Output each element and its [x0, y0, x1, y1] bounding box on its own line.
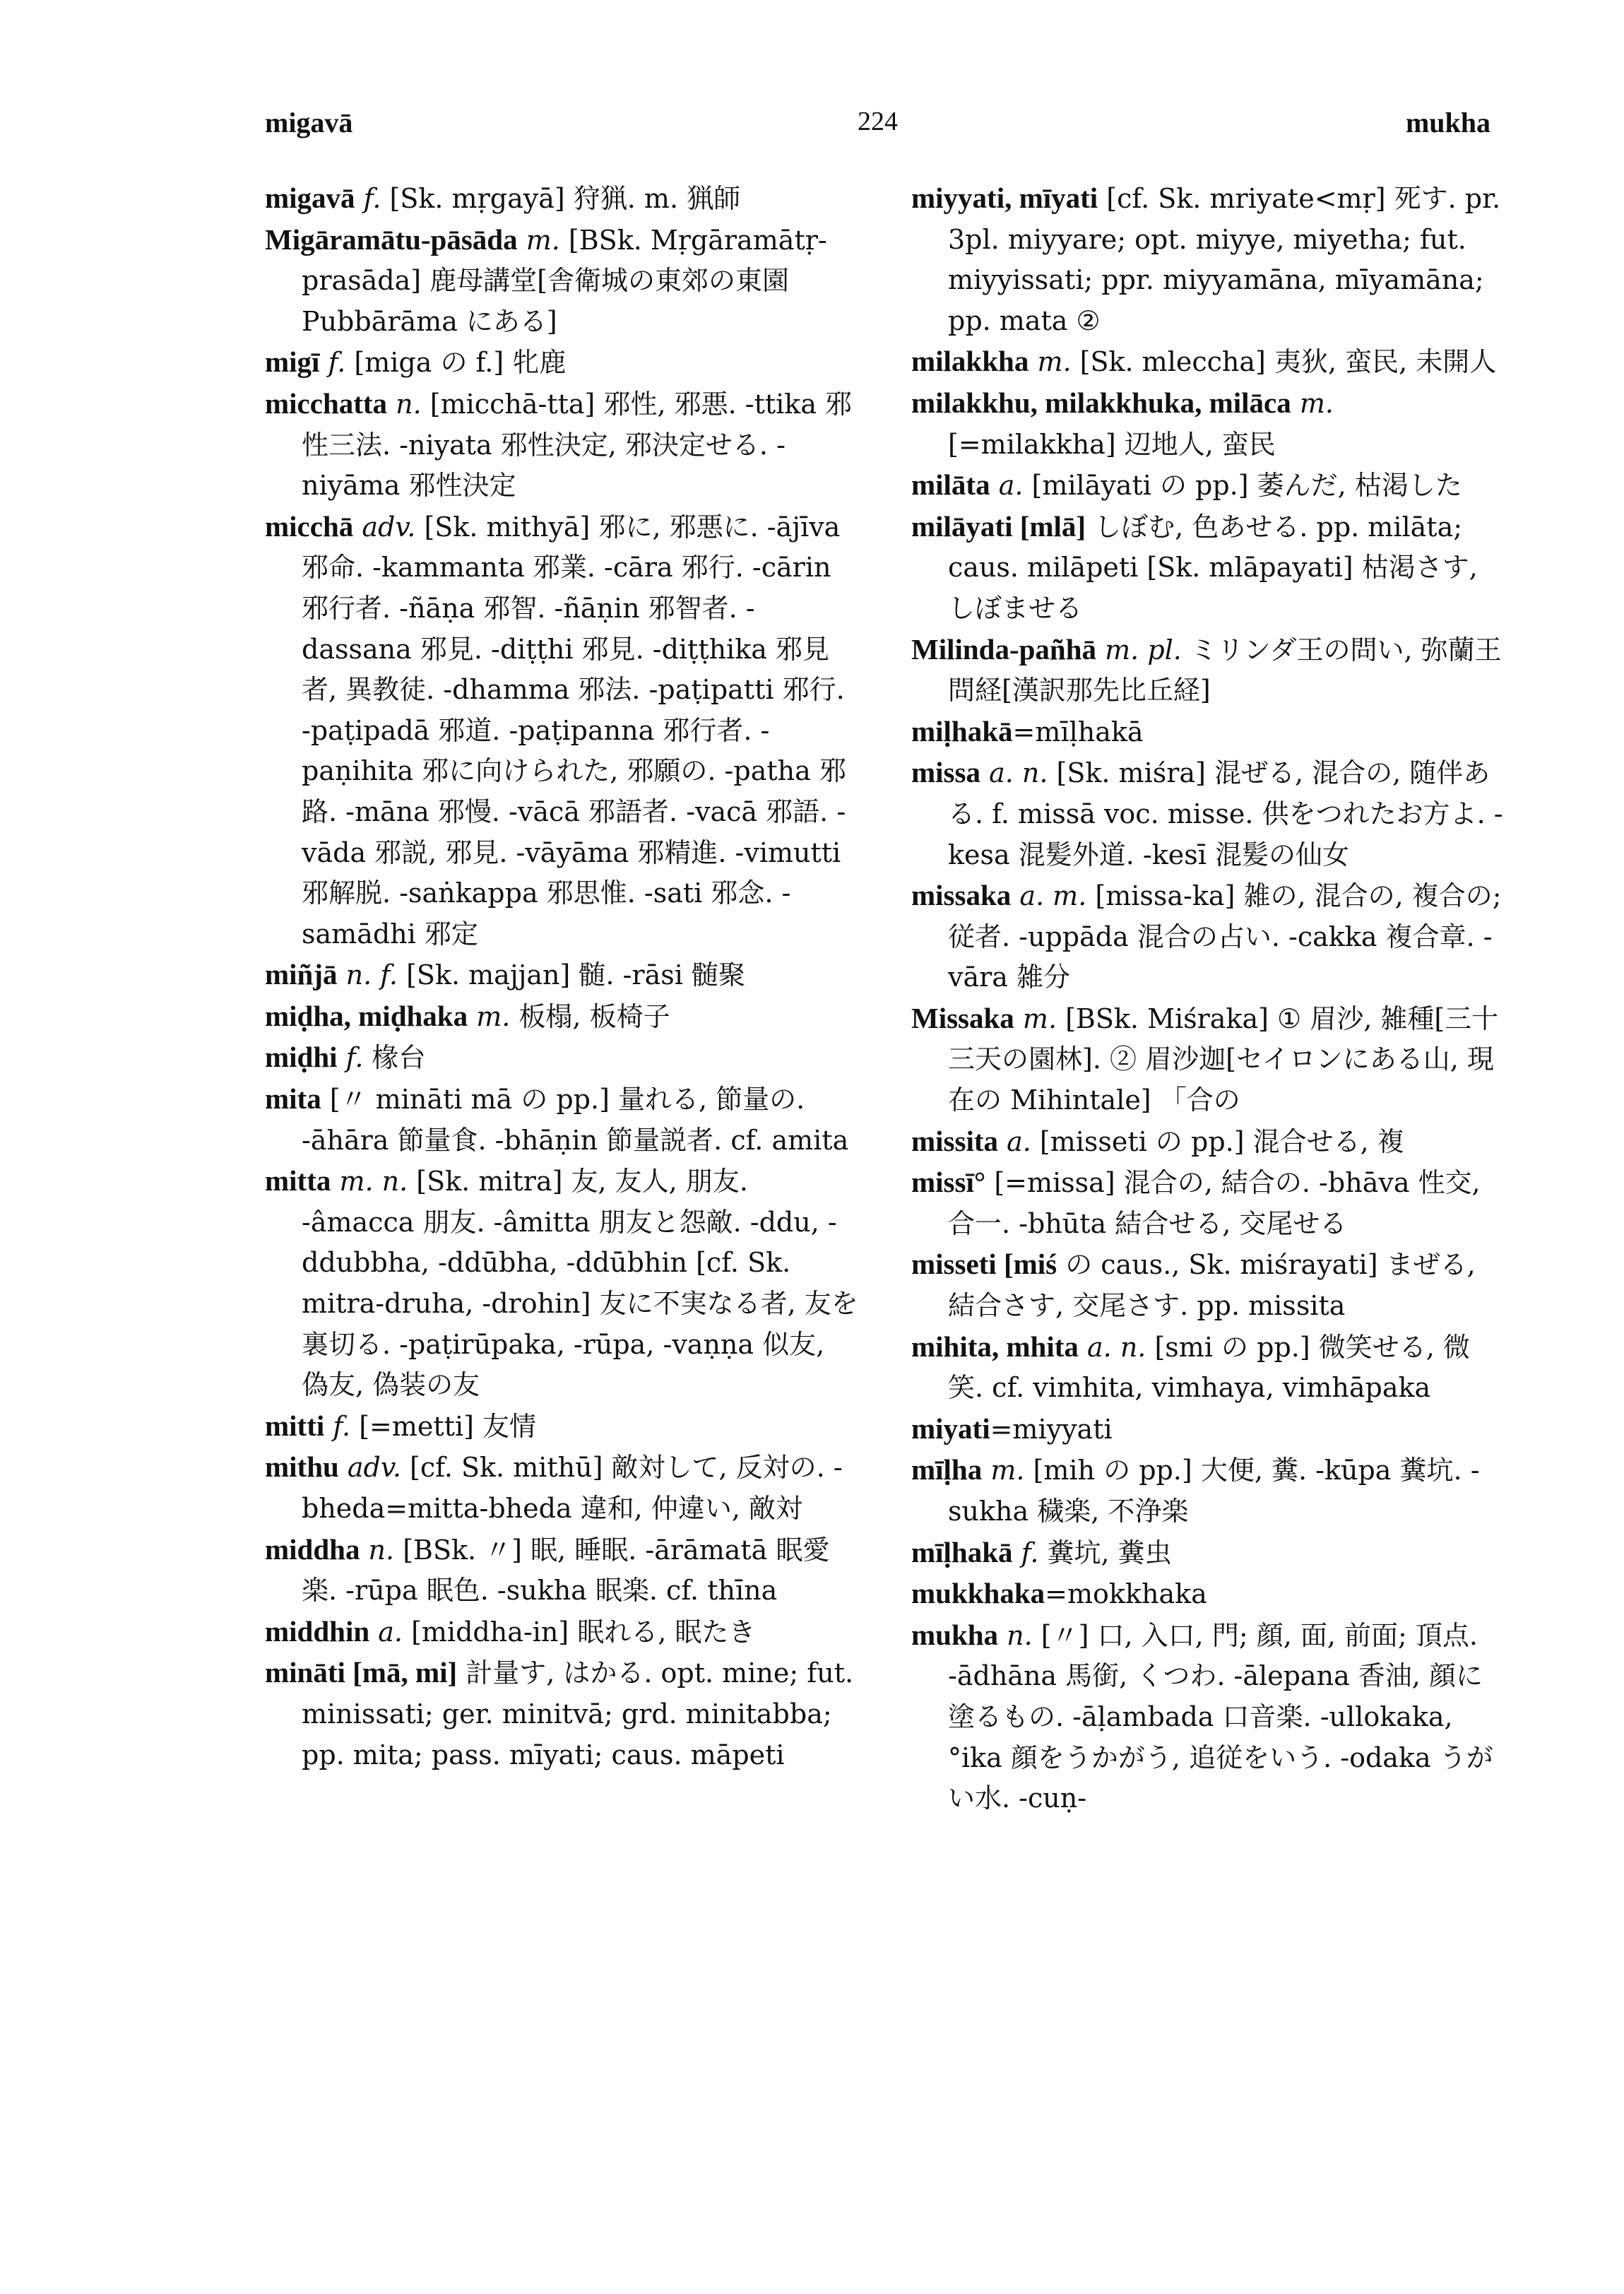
dictionary-entry	[911, 1615, 1505, 1819]
dictionary-entry	[911, 998, 1505, 1121]
entry-headword: miyati	[911, 1412, 990, 1445]
entry-grammar: m.	[1299, 387, 1334, 419]
dictionary-entry	[911, 1327, 1505, 1409]
entry-definition: 板榻, 板椅子	[510, 1000, 670, 1032]
dictionary-entry	[265, 1161, 858, 1406]
entry-grammar: m.	[476, 1000, 511, 1032]
entry-headword: miḍhi	[265, 1041, 338, 1074]
dictionary-entry	[911, 1532, 1505, 1574]
entry-definition: [Sk. mithyā] 邪に, 邪悪に. -ājīva 邪命. -kammanta 邪業. -cāra 邪行. -cārin 邪行者. -ñāṇa 邪智. -ñāṇin 邪智者. -dassana 邪見. -diṭṭhi 邪見. -diṭṭhika 邪見者, 異教徒. -dhamma 邪法. -paṭipatti 邪行. -paṭipadā 邪道. -paṭipanna 邪行者. -paṇihita 邪に向けられた, 邪願の. -patha 邪路. -māna 邪慢. -vācā 邪語者. -vacā 邪語. -vāda 邪説, 邪見. -vāyāma 邪精進. -vimutti 邪解脱. -saṅkappa 邪思惟. -sati 邪念. -samādhi 邪定	[302, 511, 846, 950]
entry-definition: しぼむ, 色あせる. pp. milāta; caus. milāpeti [Sk. mlāpayati] 枯渇さす, しぼませる	[948, 511, 1478, 624]
entry-definition: =mīḷhakā	[1012, 716, 1144, 747]
running-head-left: migavā	[265, 107, 353, 138]
entry-definition: [Sk. miśra] 混ぜる, 混合の, 随伴ある. f. missā voc. misse. 供をつれたお方よ. -kesa 混髪外道. -kesī 混髪の仙女	[948, 757, 1503, 870]
entry-headword: milāta	[911, 468, 990, 502]
entry-definition: [cf. Sk. mithū] 敵対して, 反対の. -bheda=mitta-bheda 違和, 仲違い, 敵対	[302, 1452, 843, 1524]
entry-grammar: m. n.	[339, 1166, 408, 1198]
entry-grammar: a. m.	[1019, 880, 1087, 912]
entry-headword: mita	[265, 1082, 321, 1116]
entry-headword: missita	[911, 1124, 998, 1157]
entry-headword: Migāramātu-pāsāda	[265, 223, 518, 256]
dictionary-entry	[265, 1652, 858, 1775]
entry-grammar: a. n.	[1087, 1331, 1146, 1363]
entry-headword: missa	[911, 756, 980, 789]
entry-headword: migī	[265, 345, 320, 379]
entry-definition: 計量す, はかる. opt. mine; fut. minissati; ger. minitvā; grd. minitabba; pp. mita; pass. mīyati; caus. māpeti	[302, 1657, 854, 1770]
dictionary-entry	[265, 1447, 858, 1529]
dictionary-entry	[911, 711, 1505, 753]
entry-grammar: adv.	[347, 1452, 401, 1484]
entry-headword: missī°	[911, 1166, 986, 1199]
entry-headword: misseti [miś	[911, 1248, 1057, 1281]
dictionary-entry	[911, 1121, 1505, 1163]
dictionary-entry	[911, 178, 1505, 341]
entry-definition: [missa-ka] 雑の, 混合の, 複合の; 従者. -uppāda 混合の占い. -cakka 複合章. -vāra 雑分	[948, 880, 1502, 993]
entry-definition: [〃 mināti mā の pp.] 量れる, 節量の. -āhāra 節量食. -bhāṇin 節量説者. cf. amita	[302, 1084, 849, 1156]
entry-headword: middhin	[265, 1614, 370, 1648]
entry-grammar: a.	[998, 470, 1024, 502]
entry-headword: mithu	[265, 1450, 339, 1484]
dictionary-entry	[265, 1612, 858, 1653]
dictionary-entry	[911, 629, 1505, 711]
dictionary-entry	[265, 1406, 858, 1448]
entry-definition: =mokkhaka	[1045, 1578, 1207, 1610]
entry-definition: [BSk. Miśraka] ① 眉沙, 雑種[三十三天の園林]. ② 眉沙迦[セイロンにある山, 現在の Mihintale] 「合の	[948, 1003, 1499, 1116]
dictionary-entry	[265, 220, 858, 343]
dictionary-entry	[265, 178, 858, 220]
entry-grammar: adv.	[362, 511, 416, 543]
entry-headword: miyyati, mīyati	[911, 182, 1098, 214]
dictionary-entry	[911, 1244, 1505, 1326]
entry-headword: mihita, mhita	[911, 1330, 1079, 1363]
entry-grammar: m.	[990, 1455, 1025, 1486]
entry-grammar: m.	[526, 224, 560, 256]
dictionary-entry	[911, 875, 1505, 998]
entry-headword: micchatta	[265, 386, 388, 420]
entry-grammar: n.	[1007, 1619, 1033, 1651]
entry-headword: missaka	[911, 879, 1012, 912]
entry-headword: mitta	[265, 1164, 331, 1198]
dictionary-entry	[911, 752, 1505, 875]
left-column	[265, 178, 858, 1775]
entry-grammar: m.	[1022, 1003, 1057, 1034]
dictionary-entry	[265, 954, 858, 996]
entry-headword: milāyati [mlā]	[911, 509, 1086, 543]
dictionary-entry	[265, 342, 858, 384]
dictionary-entry	[265, 1530, 858, 1612]
entry-definition: [BSk. 〃] 眠, 睡眠. -ārāmatā 眠愛楽. -rūpa 眠色. -sukha 眠楽. cf. thīna	[302, 1534, 830, 1607]
entry-definition: [middha-in] 眠れる, 眠たき	[402, 1616, 756, 1648]
entry-headword: miḷhakā	[911, 714, 1013, 747]
dictionary-entry	[265, 1079, 858, 1161]
dictionary-entry	[265, 507, 858, 955]
entry-headword: mināti [mā, mi]	[265, 1656, 458, 1689]
dictionary-entry	[911, 507, 1505, 629]
dictionary-entry	[911, 341, 1505, 383]
entry-definition: 糞坑, 糞虫	[1038, 1537, 1172, 1568]
dictionary-entry	[911, 383, 1505, 465]
entry-headword: Missaka	[911, 1001, 1014, 1034]
entry-definition: [=missa] 混合の, 結合の. -bhāva 性交, 合一. -bhūta 結合せる, 交尾せる	[948, 1167, 1481, 1239]
dictionary-entry	[265, 996, 858, 1038]
entry-definition: [mih の pp.] 大便, 糞. -kūpa 糞坑. -sukha 穢楽, 不浄楽	[948, 1455, 1480, 1527]
entry-grammar: f.	[345, 1042, 364, 1074]
entry-definition: 椽台	[363, 1042, 426, 1074]
entry-grammar: m.	[1037, 346, 1072, 378]
entry-definition: [=metti] 友情	[350, 1410, 537, 1442]
entry-grammar: n.	[396, 388, 422, 420]
entry-headword: mitti	[265, 1409, 325, 1442]
entry-grammar: f.	[1021, 1537, 1039, 1568]
entry-grammar: n. f.	[345, 959, 398, 991]
dictionary-entry	[265, 384, 858, 507]
entry-definition: ミリンダ王の問い, 弥蘭王問経[漢訳那先比丘経]	[948, 634, 1502, 706]
dictionary-entry	[911, 1409, 1505, 1450]
entry-grammar: f.	[363, 183, 381, 214]
entry-definition: [misseti の pp.] 混合せる, 複	[1031, 1125, 1404, 1157]
page-number: 224	[858, 107, 898, 136]
entry-grammar: a. n.	[989, 757, 1048, 789]
entry-definition: [Sk. majjan] 髄. -rāsi 髄聚	[398, 959, 745, 991]
entry-grammar: n.	[368, 1534, 395, 1566]
entry-grammar: a.	[1007, 1125, 1031, 1157]
dictionary-entry	[265, 1037, 858, 1079]
entry-headword: mīḷhakā	[911, 1535, 1013, 1568]
entry-headword: micchā	[265, 509, 354, 543]
entry-definition: [Sk. mṛgayā] 狩猟. m. 猟師	[381, 183, 741, 214]
entry-definition: の caus., Sk. miśrayati] まぜる, 結合さす, 交尾さす. pp. missita	[948, 1249, 1476, 1322]
entry-headword: migavā	[265, 182, 355, 214]
entry-grammar: m. pl.	[1105, 634, 1182, 666]
entry-headword: milakkha	[911, 345, 1029, 378]
entry-headword: middha	[265, 1532, 360, 1566]
entry-definition: [miga の f.] 牝鹿	[345, 347, 567, 379]
right-column	[911, 178, 1505, 1819]
entry-definition: [micchā-tta] 邪性, 邪悪. -ttika 邪性三法. -niyata 邪性決定, 邪決定せる. -niyāma 邪性決定	[302, 388, 853, 502]
entry-headword: milakkhu, milakkhuka, milāca	[911, 386, 1291, 419]
entry-definition: [Sk. mleccha] 夷狄, 蛮民, 未開人	[1071, 346, 1497, 378]
entry-headword: mīḷha	[911, 1453, 983, 1486]
dictionary-entry	[911, 465, 1505, 507]
entry-definition: [=milakkha] 辺地人, 蛮民	[948, 428, 1276, 460]
entry-definition: [smi の pp.] 微笑せる, 微笑. cf. vimhita, vimhaya, vimhāpaka	[948, 1331, 1470, 1404]
entry-grammar: a.	[378, 1616, 403, 1648]
entry-headword: mukha	[911, 1618, 999, 1651]
dictionary-entry	[911, 1450, 1505, 1532]
dictionary-entry	[911, 1162, 1505, 1244]
entry-definition: [〃] 口, 入口, 門; 顔, 面, 前面; 頂点. -ādhāna 馬銜, くつわ. -ālepana 香油, 顔に塗るもの. -āḷambada 口音楽. -ullokaka, °ika 顔をうかがう, 追従をいう. -odaka うがい水. -cuṇ-	[948, 1619, 1493, 1814]
entry-headword: mukkhaka	[911, 1577, 1045, 1610]
entry-headword: Milinda-pañhā	[911, 632, 1097, 666]
entry-definition: [Sk. mitra] 友, 友人, 朋友. -âmacca 朋友. -âmitta 朋友と怨敵. -ddu, -ddubbha, -ddūbha, -ddūbhin [cf. Sk. mitra-druha, -drohin] 友に不実なる者, 友を裏切る. -paṭirūpaka, -rūpa, -vaṇṇa 似友, 偽友, 偽装の友	[302, 1166, 858, 1401]
entry-definition: [milāyati の pp.] 萎んだ, 枯渇した	[1023, 470, 1462, 502]
running-head-right: mukha	[1405, 107, 1490, 138]
entry-definition: [BSk. Mṛgāramātṛ-prasāda] 鹿母講堂[舎衛城の東郊の東園 Pubbārāma にある]	[302, 224, 827, 337]
running-head	[265, 106, 1490, 155]
entry-grammar: f.	[328, 347, 346, 379]
entry-definition: [cf. Sk. mriyate<mṛ] 死す. pr. 3pl. miyyare; opt. miyye, miyetha; fut. miyyissati; ppr. miyyamāna, mīyamāna; pp. mata ②	[948, 183, 1501, 336]
dictionary-entry	[911, 1573, 1505, 1615]
entry-definition: =miyyati	[990, 1413, 1113, 1445]
entry-grammar: f.	[333, 1410, 351, 1442]
entry-headword: miñjā	[265, 958, 338, 991]
entry-headword: miḍha, miḍhaka	[265, 999, 468, 1032]
